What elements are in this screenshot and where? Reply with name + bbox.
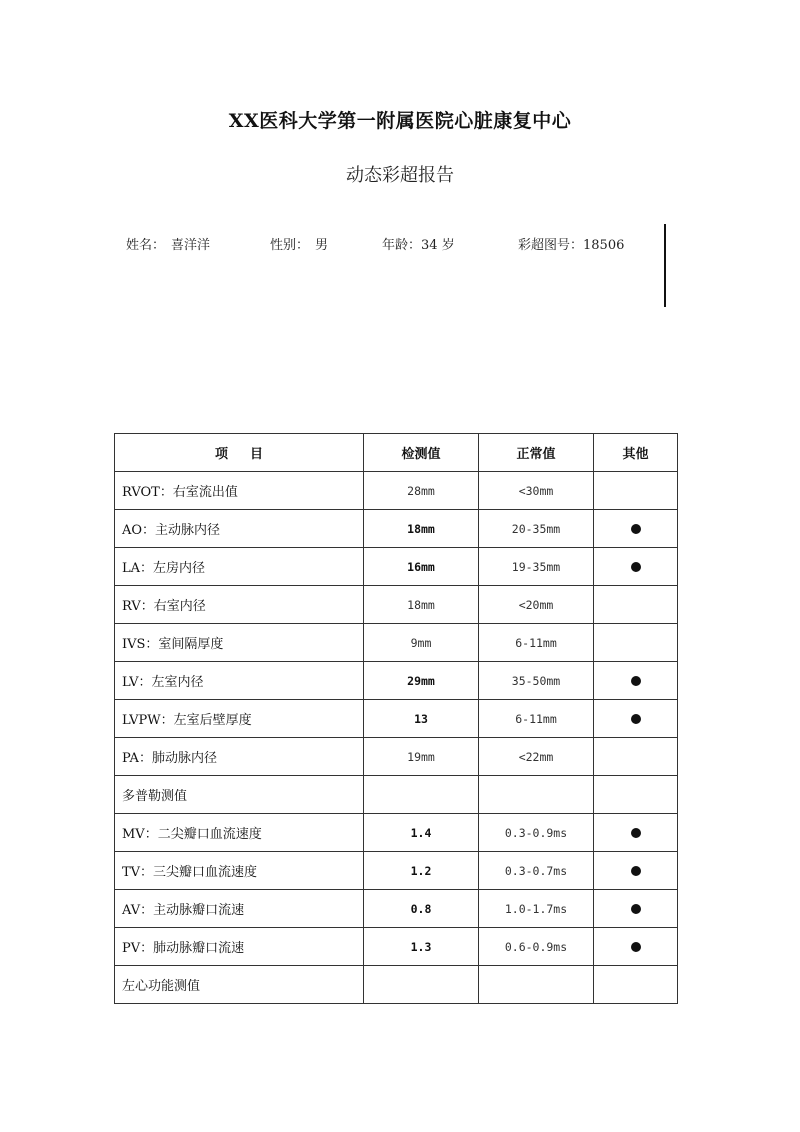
row-normal-range: 19-35mm: [479, 548, 594, 586]
patient-name-field: [126, 234, 210, 253]
row-item-name: TV：三尖瓣口血流速度: [115, 852, 364, 890]
row-other: [594, 472, 678, 510]
row-normal-range: <22mm: [479, 738, 594, 776]
table-row: [115, 776, 678, 814]
row-item-name: 左心功能测值: [115, 966, 364, 1004]
header-item-char-2: 目: [250, 447, 264, 462]
row-other: [594, 624, 678, 662]
table-row: [115, 966, 678, 1004]
row-item-name: RV：右室内径: [115, 586, 364, 624]
patient-name-value: 喜洋洋: [171, 238, 211, 253]
table-row: [115, 738, 678, 776]
row-measured-value: 1.2: [364, 852, 479, 890]
patient-gender-value: 男: [315, 238, 329, 253]
abnormal-dot-icon: [631, 942, 641, 952]
row-item-name: AV：主动脉瓣口流速: [115, 890, 364, 928]
header-item-char-1: 项: [214, 447, 228, 462]
row-measured-value: 13: [364, 700, 479, 738]
table-row: [115, 814, 678, 852]
patient-age-field: [382, 234, 455, 253]
row-other: [594, 738, 678, 776]
row-normal-range: 20-35mm: [479, 510, 594, 548]
abnormal-dot-icon: [631, 562, 641, 572]
row-item-name: LVPW：左室后壁厚度: [115, 700, 364, 738]
header-measured: 检测值: [364, 434, 479, 472]
row-measured-value: 9mm: [364, 624, 479, 662]
abnormal-dot-icon: [631, 714, 641, 724]
table-row: [115, 472, 678, 510]
row-measured-value: [364, 776, 479, 814]
row-other: [594, 510, 678, 548]
row-other: [594, 548, 678, 586]
abnormal-dot-icon: [631, 904, 641, 914]
table-row: [115, 928, 678, 966]
patient-gender-label: 性别：: [270, 238, 310, 253]
row-measured-value: 29mm: [364, 662, 479, 700]
patient-gender-field: [270, 234, 328, 253]
row-normal-range: [479, 966, 594, 1004]
row-other: [594, 700, 678, 738]
row-normal-range: [479, 776, 594, 814]
row-other: [594, 890, 678, 928]
table-body: [115, 472, 678, 1004]
row-item-name: PV：肺动脉瓣口流速: [115, 928, 364, 966]
abnormal-dot-icon: [631, 676, 641, 686]
patient-name-label: 姓名：: [126, 238, 166, 253]
row-item-name: RVOT：右室流出值: [115, 472, 364, 510]
row-measured-value: 28mm: [364, 472, 479, 510]
table-row: [115, 586, 678, 624]
table-row: [115, 852, 678, 890]
abnormal-dot-icon: [631, 828, 641, 838]
table-row: [115, 700, 678, 738]
row-measured-value: 1.3: [364, 928, 479, 966]
row-item-name: LV：左室内径: [115, 662, 364, 700]
row-measured-value: 19mm: [364, 738, 479, 776]
report-subtitle: 动态彩超报告: [346, 165, 454, 186]
row-item-name: LA：左房内径: [115, 548, 364, 586]
vertical-divider: [664, 224, 666, 307]
table-header-row: [115, 434, 678, 472]
row-item-name: PA：肺动脉内径: [115, 738, 364, 776]
table-row: [115, 662, 678, 700]
row-other: [594, 966, 678, 1004]
scan-number-label: 彩超图号：: [518, 238, 584, 253]
scan-number-field: [518, 234, 624, 253]
row-measured-value: 18mm: [364, 510, 479, 548]
row-item-name: IVS：室间隔厚度: [115, 624, 364, 662]
row-normal-range: 6-11mm: [479, 700, 594, 738]
row-other: [594, 586, 678, 624]
row-other: [594, 776, 678, 814]
patient-age-label: 年龄：: [382, 238, 422, 253]
row-normal-range: 0.3-0.9ms: [479, 814, 594, 852]
row-normal-range: 0.3-0.7ms: [479, 852, 594, 890]
row-measured-value: 16mm: [364, 548, 479, 586]
row-measured-value: 18mm: [364, 586, 479, 624]
row-measured-value: 1.4: [364, 814, 479, 852]
row-normal-range: <20mm: [479, 586, 594, 624]
header-item: [115, 434, 364, 472]
header-normal: 正常值: [479, 434, 594, 472]
measurement-table: [114, 433, 678, 1004]
patient-age-value: 34 岁: [421, 238, 455, 253]
scan-number-value: 18506: [583, 238, 625, 253]
row-item-name: AO：主动脉内径: [115, 510, 364, 548]
abnormal-dot-icon: [631, 524, 641, 534]
row-other: [594, 852, 678, 890]
row-item-name: MV：二尖瓣口血流速度: [115, 814, 364, 852]
row-measured-value: 0.8: [364, 890, 479, 928]
row-normal-range: 6-11mm: [479, 624, 594, 662]
row-normal-range: 1.0-1.7ms: [479, 890, 594, 928]
row-item-name: 多普勒测值: [115, 776, 364, 814]
row-measured-value: [364, 966, 479, 1004]
table-row: [115, 890, 678, 928]
table-row: [115, 510, 678, 548]
row-normal-range: 0.6-0.9ms: [479, 928, 594, 966]
row-other: [594, 662, 678, 700]
row-normal-range: 35-50mm: [479, 662, 594, 700]
abnormal-dot-icon: [631, 866, 641, 876]
table-row: [115, 624, 678, 662]
row-other: [594, 814, 678, 852]
table-row: [115, 548, 678, 586]
header-other: 其他: [594, 434, 678, 472]
report-title: XX医科大学第一附属医院心脏康复中心: [228, 110, 572, 132]
row-normal-range: <30mm: [479, 472, 594, 510]
row-other: [594, 928, 678, 966]
